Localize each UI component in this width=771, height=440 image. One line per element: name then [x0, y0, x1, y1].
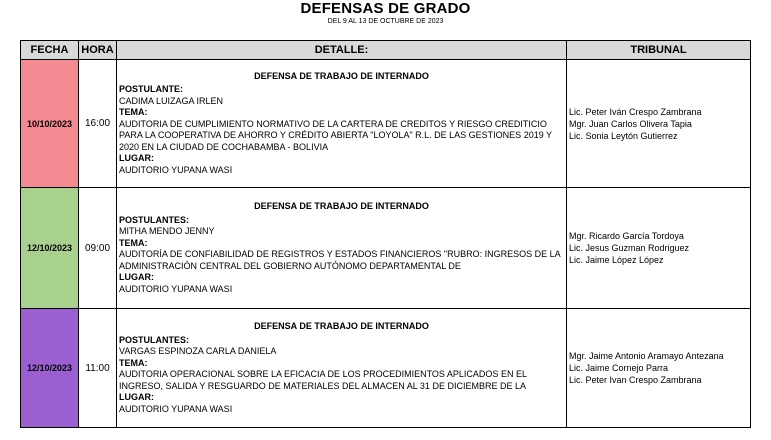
postulante-name: CADIMA LUIZAGA IRLEN	[119, 95, 224, 106]
tema-label: TEMA:	[119, 237, 148, 248]
postulante-label: POSTULANTES:	[119, 334, 190, 345]
tema-label: TEMA:	[119, 107, 148, 118]
time-cell: 11:00	[79, 309, 117, 428]
tema-text: AUDITORIA DE CUMPLIMIENTO NORMATIVO DE LA CARTERA DE CREDITOS Y RIESGO CREDITICIO PARA LA COOPERATIVA DE AHORRO Y CRÉDITO ABIERTA "LOYOLA" R.L. DE LAS GESTIONES 2019 Y 2020 EN LA CIUDAD DE COCHABAMBA - BOLIVIA	[119, 118, 552, 152]
detail-cell	[117, 309, 567, 428]
lugar-label: LUGAR:	[119, 272, 154, 282]
table-row	[21, 188, 751, 309]
detail-cell	[117, 60, 567, 188]
tribunal-cell	[567, 309, 751, 428]
schedule-table	[20, 40, 751, 428]
table-header-row	[21, 41, 751, 60]
time-cell: 16:00	[79, 60, 117, 188]
tribunal-member: Lic. Sonia Leytón Gutierrez	[569, 130, 678, 141]
column-header-detalle: DETALLE:	[117, 41, 567, 60]
tribunal-cell	[567, 188, 751, 309]
tribunal-cell	[567, 60, 751, 188]
lugar-label: LUGAR:	[119, 153, 154, 164]
tribunal-member: Lic. Jaime Cornejo Parra	[569, 363, 669, 373]
lugar-text: AUDITORIO YUPANA WASI	[119, 403, 233, 414]
table-row	[21, 60, 751, 188]
detail-cell	[117, 188, 567, 309]
page-title: DEFENSAS DE GRADO	[300, 0, 471, 17]
tribunal-member: Lic. Peter Iván Crespo Zambrana	[569, 106, 702, 117]
tribunal-member: Lic. Peter Ivan Crespo Zambrana	[569, 375, 702, 385]
date-cell: 12/10/2023	[21, 309, 79, 428]
tribunal-member: Mgr. Ricardo García Tordoya	[569, 231, 684, 241]
tema-text: AUDITORÍA DE CONFIABILIDAD DE REGISTROS Y ESTADOS FINANCIEROS "RUBRO: INGRESOS DE LA ADMINISTRACIÓN CENTRAL DEL GOBIERNO AUTÓNOMO DEPARTAMENTAL DE	[119, 249, 561, 271]
lugar-text: AUDITORIO YUPANA WASI	[119, 164, 233, 175]
tema-text: AUDITORIA OPERACIONAL SOBRE LA EFICACIA DE LOS PROCEDIMIENTOS APLICADOS EN EL INGRESO, SALIDA Y RESGUARDO DE MATERIALES DEL ALMACEN AL 31 DE DICIEMBRE DE LA	[119, 369, 527, 391]
table-row	[21, 309, 751, 428]
postulante-name: MITHA MENDO JENNY	[119, 226, 215, 236]
date-cell: 10/10/2023	[21, 60, 79, 188]
tema-label: TEMA:	[119, 357, 148, 368]
postulante-label: POSTULANTES:	[119, 214, 190, 225]
lugar-label: LUGAR:	[119, 392, 154, 402]
column-header-tribunal: TRIBUNAL	[567, 41, 751, 60]
page-subtitle: DEL 9 AL 13 DE OCTUBRE DE 2023	[327, 18, 444, 25]
event-title: DEFENSA DE TRABAJO DE INTERNADO	[254, 201, 429, 211]
time-cell: 09:00	[79, 188, 117, 309]
date-cell: 12/10/2023	[21, 188, 79, 309]
tribunal-member: Mgr. Juan Carlos Olivera Tapia	[569, 118, 692, 129]
tribunal-member: Lic. Jaime López López	[569, 255, 664, 265]
column-header-fecha: FECHA	[21, 41, 79, 60]
postulante-name: VARGAS ESPINOZA CARLA DANIELA	[119, 346, 277, 356]
tribunal-member: Lic. Jesus Guzman Rodriguez	[569, 243, 690, 253]
postulante-label: POSTULANTE:	[119, 84, 183, 95]
lugar-text: AUDITORIO YUPANA WASI	[119, 283, 233, 294]
event-title: DEFENSA DE TRABAJO DE INTERNADO	[254, 70, 429, 81]
tribunal-member: Mgr. Jaime Antonio Aramayo Antezana	[569, 351, 724, 361]
event-title: DEFENSA DE TRABAJO DE INTERNADO	[254, 321, 429, 331]
column-header-hora: HORA	[79, 41, 117, 60]
